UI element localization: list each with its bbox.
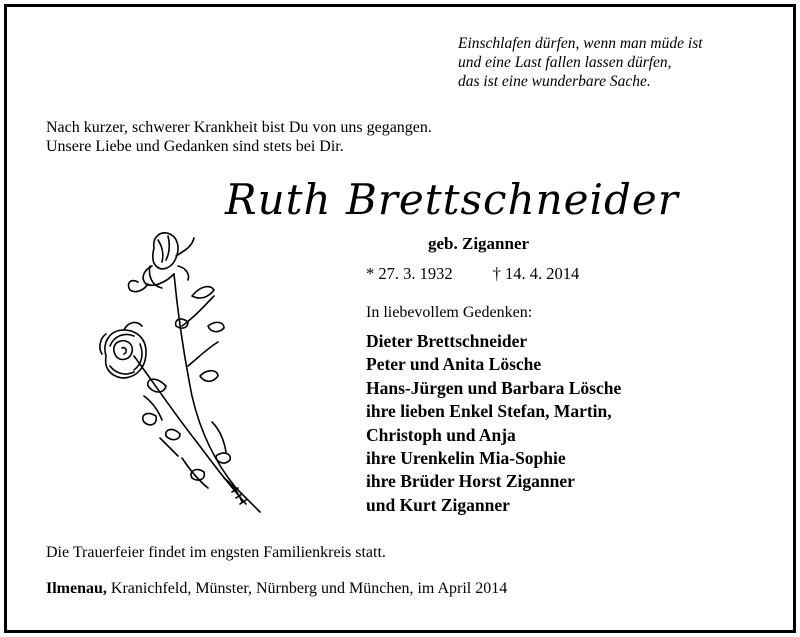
mourner-line: Dieter Brettschneider xyxy=(366,331,528,351)
funeral-note: Die Trauerfeier findet im engsten Familienkreis statt. xyxy=(46,544,386,561)
life-dates xyxy=(366,264,579,284)
intro-line: Unsere Liebe und Gedanken sind stets bei Dir. xyxy=(46,138,344,155)
poem-line: Einschlafen dürfen, wenn man müde ist xyxy=(458,35,703,52)
intro-line: Nach kurzer, schwerer Krankheit bist Du von uns gegangen. xyxy=(46,119,432,136)
deceased-name: Ruth Brettschneider xyxy=(225,175,679,224)
mourner-line: Peter und Anita Lösche xyxy=(366,354,542,375)
mourner-line: ihre Urenkelin Mia-Sophie xyxy=(366,448,566,469)
rose-drawing-icon xyxy=(96,226,266,514)
mourner-line: Christoph und Anja xyxy=(366,424,516,445)
location-line xyxy=(46,580,507,598)
memory-label: In liebevollem Gedenken: xyxy=(366,304,533,321)
poem xyxy=(458,34,703,91)
death-date: † 14. 4. 2014 xyxy=(492,264,580,283)
mourners-list xyxy=(366,330,621,517)
intro-text xyxy=(46,118,432,156)
birth-date: * 27. 3. 1932 xyxy=(366,264,453,283)
mourner-line: ihre lieben Enkel Stefan, Martin, xyxy=(366,401,612,422)
location-city: Ilmenau, xyxy=(46,580,107,597)
mourner-line: Hans-Jürgen und Barbara Lösche xyxy=(366,377,622,398)
poem-line: das ist eine wunderbare Sache. xyxy=(458,73,651,90)
mourner-line: ihre Brüder Horst Ziganner xyxy=(366,471,575,492)
poem-line: und eine Last fallen lassen dürfen, xyxy=(458,54,672,71)
mourner-line: und Kurt Ziganner xyxy=(366,494,510,515)
location-rest: Kranichfeld, Münster, Nürnberg und München, im April 2014 xyxy=(106,580,508,597)
birth-name: geb. Ziganner xyxy=(428,234,530,253)
